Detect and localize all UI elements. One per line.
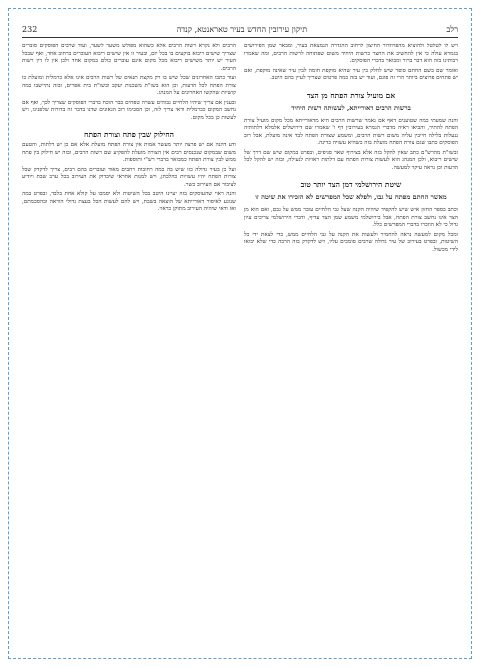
section-subtitle: ברשות הרבים דאורייתא, לעשותה רשות היחיד (291, 103, 411, 112)
page-number: 232 (22, 24, 38, 34)
section-title: החילוק שבין פתח וצורת הפתח (84, 130, 174, 139)
paragraph: ועוד כתבו האחרונים שכל שיש בו רק מקצת תנאים של רשות הרבים אינו אלא כרמלית ומועלת בו צורת הפתח לכל הדעות, וכן הוא בשו"ת משכנות יעקב ובשו"ת בית אפרים, ובזה נתיישבו כמה קושיות שהקשו האחרונים על המנהג. (22, 75, 236, 96)
section-title: שיטת הירושלמי דמן הצד יותר טוב (300, 180, 402, 189)
page-number-hebrew: רלב (446, 24, 458, 34)
paragraph: ודע דהנה אם יש פרצה יותר מעשר אמות אין צורת הפתח מועלת אלא אם כן יש דלתות, והטעם משום שבמקום שנכנסים רבים אין הצורה מועלת להפקיע שם רשות הרבים, ובזה יש חילוק בין פתח ממש לבין צורת הפתח כמבואר בדברי רש"י ותוספות. (22, 142, 236, 163)
right-column (244, 43, 458, 643)
paragraph: הרבים ולא נקרא רשות הרבים אלא כשהוא מפולש משער לשער, ועוד שרבים הפוסקים סוברים שצריך שישים ריבוא בוקעים בו בכל יום, ובעיר זו אין שישים ריבוא העוברים ברחוב אחד, ואף שבכל העיר יש יותר משישים ריבוא מכל מקום אינם עוברים כולם במקום אחד ולכן אין לו דין רשות הרבים. (22, 43, 236, 72)
paragraph: ובשו"ת מהרש"ם כתב שאין להקל בזה אלא בצירוף שאר סניפים, ובפרט במקום שיש שם דרך של שישים ריבוא, ולכן המנהג הוא לעשות צורות הפתח עם דלתות ראויות לנעילה, ובזה יש להקל לכל הדעות וכן נראה עיקר למעשה. (244, 149, 458, 171)
paragraph: ואומר שם בשם החתם סופר שיש לחלק בין עיר שהיא מוקפת חומה לבין עיר שאינה מוקפת, ואם יש פתחים פרוצים ביותר הרי זה פוגם, ועוד יש בזה כמה פרטים שצריך לעיין בהם היטב. (244, 67, 458, 81)
paragraph: ויש לו לטלטל ולהוציא מהפרוזדור החיצון לרחוב ההגדרה הנמצאת בעיר, ומבאר שמן הפירושים בגמרא עולה כי אין להחשיב את החצר כרשות היחיד משום שפתוחה לרשות הרבים, ומה שאמרו רבותינו בזה הוא דבר ברור ומבואר בדברי הפוסקים. (244, 43, 458, 64)
section-title: אם מועיל צורת הפתח מן הצד (306, 90, 396, 100)
section-subtitle: מאשר החתם מפתח על גבו, ולפלא שכל המפרשים לא הזכירו את שיטה זו (255, 193, 447, 201)
header-rule (22, 37, 458, 38)
paragraph: ומכל מקום למעשה נראה להחמיר ולעשות את הקנה על גבי הלחיים ממש, כדי לצאת ידי כל השיטות, ובפרט בעירוב של עיר גדולה שרבים סומכים עליו, ויש לדקדק בזה הרבה כדי שלא יבואו לידי מכשול. (244, 231, 458, 253)
paragraph: והנה ראוי שהעוסקים בזה יעיינו היטב בכל השיטות ולא יסמכו על קולא אחת בלבד, ובפרט במה שנוגע לאיסור דאורייתא של הוצאה בשבת, ויש להם לעשות הכל בעצת גדולי הוראה ובהסכמתם, ואז ודאי שיהיה העירוב מתוקן כראוי. (22, 191, 236, 212)
left-column (22, 43, 236, 643)
paragraph: וכתב בספר החזון איש שיש להקפיד שיהיה הקנה שעל גבי הלחיים עובר ממש על גבם, ואם הוא מן הצד אינו נחשב צורת הפתח, אבל בירושלמי משמע שמן הצד עדיף, ודברי הירושלמי צריכים עיון גדול כי לא הוזכרו בדברי המפרשים כלל. (244, 207, 458, 228)
paragraph: והנה שמעתי כמה שטוענים דאף אם נאמר שרשות הרבים היא מדאורייתא מכל מקום מועיל צורת הפתח להתיר, והביאו ראיה מדברי הגמרא בעירובין דף ו' שאמרו שם דירושלים אלמלא דלתותיה ננעלות בלילה חייבין עליה משום רשות הרבים, ומשמע שצורת הפתח לבד אינה מועלת, אבל רוב הפוסקים כתבו שגם צורת הפתח מועלת בזה כשהיא עשויה כדינה. (244, 117, 458, 146)
paragraph: ובענין אם צריך שיהיו הלחיים גבוהים עשרה טפחים כבר הוכח בדברי הפוסקים שצריך לכך, ואף אם נחשב המקום ככרמלית ודאי צריך לזה, וכן הסכימו רוב הגאונים שדנו בדבר זה בדורות שלפנינו, ויש לעשות כן בכל מקום. (22, 99, 236, 121)
running-header (22, 22, 458, 36)
paragraph: ועל כן בעיר גדולה כזו שיש בה כמה רחובות רחבים מאוד ועוברים בהם רבים, צריך לדקדק שכל צורות הפתח יהיו עשויות כהלכתן, ויש למנות אחראי שיבדוק את העירוב בכל ערב שבת ויודיע לציבור אם העירוב כשר. (22, 166, 236, 188)
running-title: תיקון עירובין החדש בעיר טאראנטא, קנדה (176, 24, 308, 34)
